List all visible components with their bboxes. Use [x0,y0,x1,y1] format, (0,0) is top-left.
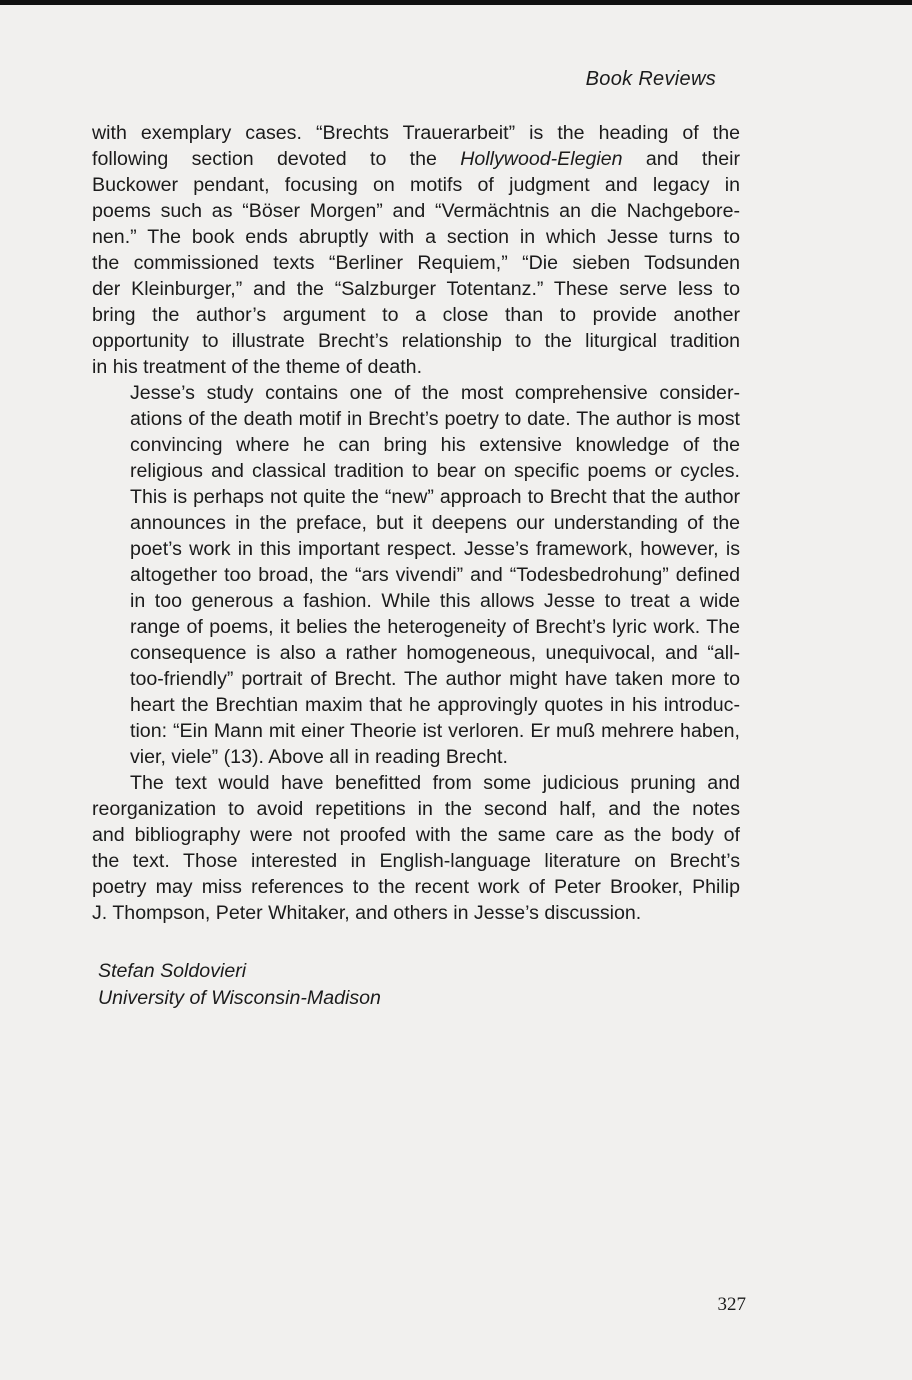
text-line: in his treatment of the theme of death. [92,356,423,378]
text-line: heart the Brechtian maxim that he approvingly quotes in his introduc- [130,694,740,716]
text-line: ations of the death motif in Brecht’s poetry to date. The author is most [130,408,740,430]
running-head: Book Reviews [585,68,716,90]
text-line: the text. Those interested in English-language literature on Brecht’s [92,850,740,872]
text-line: announces in the preface, but it deepens our understanding of the [130,512,740,534]
text-line: nen.” The book ends abruptly with a section in which Jesse turns to [92,226,740,248]
text-line: poems such as “Böser Morgen” and “Vermächtnis an die Nachgebore- [92,200,740,222]
text-line: Jesse’s study contains one of the most comprehensive consider- [130,382,740,404]
text-line: poet’s work in this important respect. Jesse’s framework, however, is [130,538,740,560]
text-line: religious and classical tradition to bear on specific poems or cycles. [130,460,740,482]
text-line: opportunity to illustrate Brecht’s relationship to the liturgical tradition [92,330,740,352]
text-line: the commissioned texts “Berliner Requiem,” “Die sieben Todsunden [92,252,740,274]
text-line: vier, viele” (13). Above all in reading Brecht. [130,746,508,768]
text-line: in too generous a fashion. While this allows Jesse to treat a wide [130,590,740,612]
review-body [92,120,740,926]
text-line: reorganization to avoid repetitions in the second half, and the notes [92,798,740,820]
page-number: 327 [717,1294,746,1315]
text-line: too-friendly” portrait of Brecht. The author might have taken more to [130,668,740,690]
reviewer-name: Stefan Soldovieri [98,960,247,982]
text-line: J. Thompson, Peter Whitaker, and others in Jesse’s discussion. [92,902,642,924]
text-line: der Kleinburger,” and the “Salzburger Totentanz.” These serve less to [92,278,740,300]
text-line: following section devoted to the Hollywood-Elegien and their [92,148,740,170]
text-line: tion: “Ein Mann mit einer Theorie ist verloren. Er muß mehrere haben, [130,720,740,742]
text-line: and bibliography were not proofed with the same care as the body of [92,824,740,846]
text-line: altogether too broad, the “ars vivendi” and “Todesbedrohung” defined [130,564,740,586]
text-line: Buckower pendant, focusing on motifs of judgment and legacy in [92,174,740,196]
page-top-edge [0,0,912,5]
paragraph-2 [92,380,740,770]
reviewer-affiliation: University of Wisconsin-Madison [98,987,381,1009]
text-line: convincing where he can bring his extensive knowledge of the [130,434,740,456]
text-line: consequence is also a rather homogeneous, unequivocal, and “all- [130,642,740,664]
text-line: range of poems, it belies the heterogeneity of Brecht’s lyric work. The [130,616,740,638]
paragraph-3 [92,770,740,926]
text-line: poetry may miss references to the recent work of Peter Brooker, Philip [92,876,740,898]
text-line: The text would have benefitted from some judicious pruning and [130,772,740,794]
reviewer-signature [98,958,381,1012]
book-title-italic: Hollywood-Elegien [460,148,623,170]
text-line: with exemplary cases. “Brechts Trauerarbeit” is the heading of the [92,122,740,144]
text-line: This is perhaps not quite the “new” approach to Brecht that the author [130,486,740,508]
paragraph-1 [92,120,740,380]
text-line: bring the author’s argument to a close than to provide another [92,304,740,326]
